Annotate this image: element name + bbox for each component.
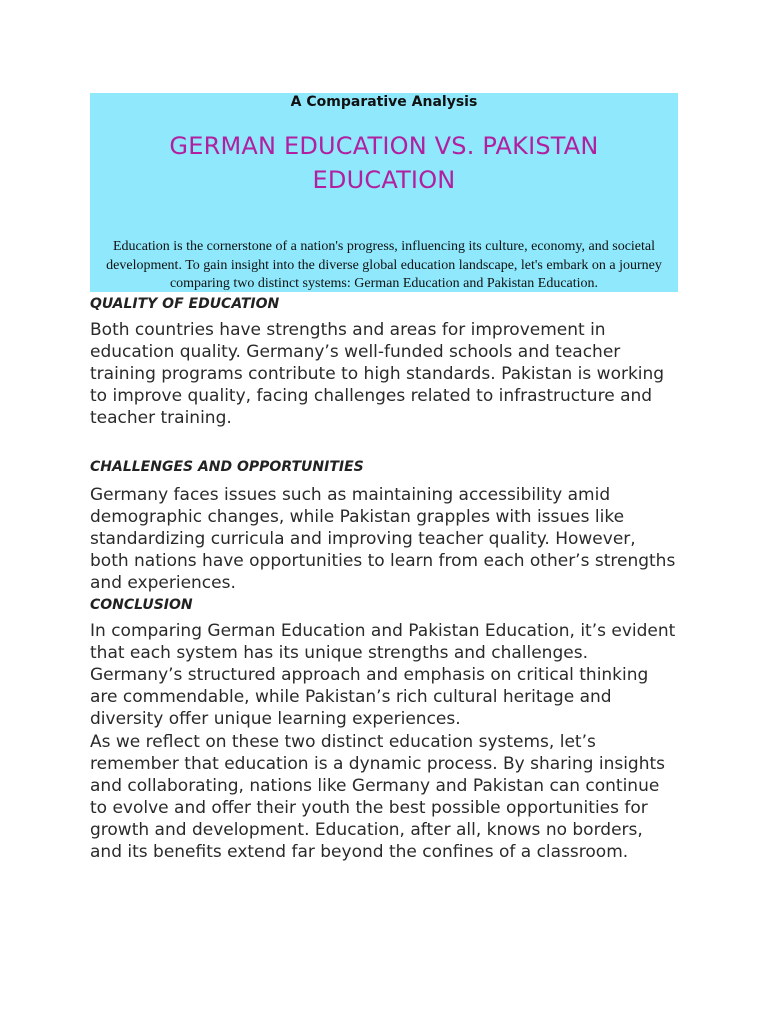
section-paragraph-challenges: Germany faces issues such as maintaining accessibility amid demographic changes, while Pakistan grapples with issues like standardizing curricula and improving teacher quality. However, both nations have opportunities to learn from each other’s strengths and experiences.: [90, 485, 676, 593]
section-heading-challenges: CHALLENGES AND OPPORTUNITIES: [90, 459, 364, 475]
document-title: GERMAN EDUCATION VS. PAKISTAN EDUCATION: [169, 132, 599, 194]
section-heading-conclusion: CONCLUSION: [90, 597, 193, 613]
section-paragraph-conclusion-2: As we reflect on these two distinct education systems, let’s remember that education is a dynamic process. By sharing insights and collaborating, nations like Germany and Pakistan can continue to evolve and offer their youth the best possible opportunities for growth and development. Education, after all, knows no borders, and its benefits extend far beyond the confines of a classroom.: [90, 732, 666, 862]
document-kicker: A Comparative Analysis: [290, 94, 478, 110]
document-page: [90, 93, 678, 863]
section-heading-quality: QUALITY OF EDUCATION: [90, 296, 280, 312]
section-paragraph-quality: Both countries have strengths and areas for improvement in education quality. Germany’s well-funded schools and teacher training programs contribute to high standards. Pakistan is working to improve quality, facing challenges related to infrastructure and teacher training.: [90, 320, 665, 428]
header-banner: [90, 93, 678, 292]
section-paragraph-conclusion-1: In comparing German Education and Pakistan Education, it’s evident that each system has its unique strengths and challenges. Germany’s structured approach and emphasis on critical thinking are commendable, while Pakistan’s rich cultural heritage and diversity offer unique learning experiences.: [90, 621, 676, 729]
intro-paragraph: Education is the cornerstone of a nation's progress, influencing its culture, economy, and societal development. To gain insight into the diverse global education landscape, let's embark on a journey comparing two distinct systems: German Education and Pakistan Education.: [106, 239, 662, 291]
